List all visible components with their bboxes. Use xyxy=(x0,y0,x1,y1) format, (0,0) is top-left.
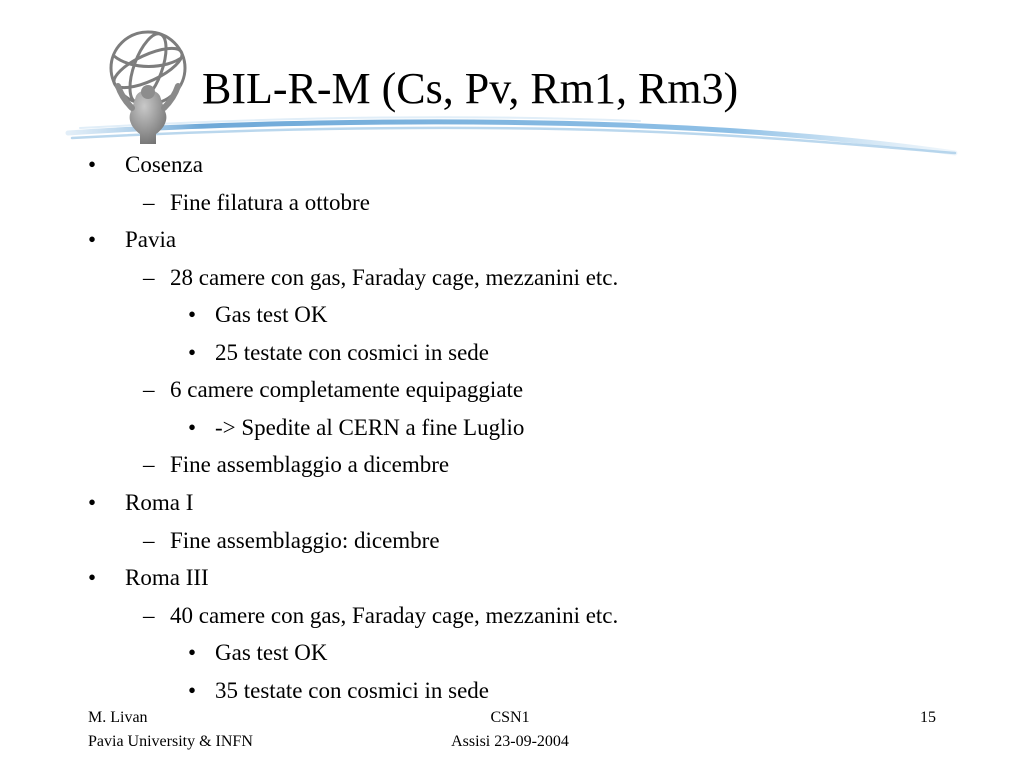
list-item-text: -> Spedite al CERN a fine Luglio xyxy=(215,415,525,440)
bullet-marker: • xyxy=(188,415,197,440)
dash-marker: – xyxy=(143,452,155,477)
bullet-marker: • xyxy=(88,490,97,515)
list-item-text: 6 camere completamente equipaggiate xyxy=(170,377,524,402)
list-item-text: 35 testate con cosmici in sede xyxy=(215,678,490,703)
bullet-marker: • xyxy=(188,640,197,665)
list-item-text: 25 testate con cosmici in sede xyxy=(215,340,490,365)
footer-affiliation: Pavia University & INFN xyxy=(88,733,253,750)
slide-title: BIL-R-M (Cs, Pv, Rm1, Rm3) xyxy=(202,64,739,113)
list-item-text: Cosenza xyxy=(125,152,203,177)
dash-marker: – xyxy=(143,528,155,553)
list-item-text: Gas test OK xyxy=(215,640,328,665)
footer-author: M. Livan xyxy=(88,709,148,726)
footer-place-date: Assisi 23-09-2004 xyxy=(451,733,569,750)
dash-marker: – xyxy=(143,377,155,402)
atlas-globe-icon xyxy=(96,26,206,146)
dash-marker: – xyxy=(143,265,155,290)
bullet-marker: • xyxy=(88,565,97,590)
dash-marker: – xyxy=(143,190,155,215)
bullet-marker: • xyxy=(188,678,197,703)
page-number: 15 xyxy=(920,709,936,726)
list-item-text: Roma I xyxy=(125,490,194,515)
dash-marker: – xyxy=(143,603,155,628)
bullet-marker: • xyxy=(88,152,97,177)
list-item-text: Fine assemblaggio: dicembre xyxy=(170,528,440,553)
list-item-text: Gas test OK xyxy=(215,302,328,327)
list-item-text: Fine assemblaggio a dicembre xyxy=(170,452,450,477)
bullet-marker: • xyxy=(188,340,197,365)
bullet-marker: • xyxy=(88,227,97,252)
footer-event: CSN1 xyxy=(490,709,530,726)
list-item-text: 28 camere con gas, Faraday cage, mezzanini etc. xyxy=(170,265,619,290)
list-item-text: Fine filatura a ottobre xyxy=(170,190,370,215)
list-item-text: 40 camere con gas, Faraday cage, mezzanini etc. xyxy=(170,603,619,628)
bullet-marker: • xyxy=(188,302,197,327)
list-item-text: Roma III xyxy=(125,565,209,590)
list-item-text: Pavia xyxy=(125,227,177,252)
